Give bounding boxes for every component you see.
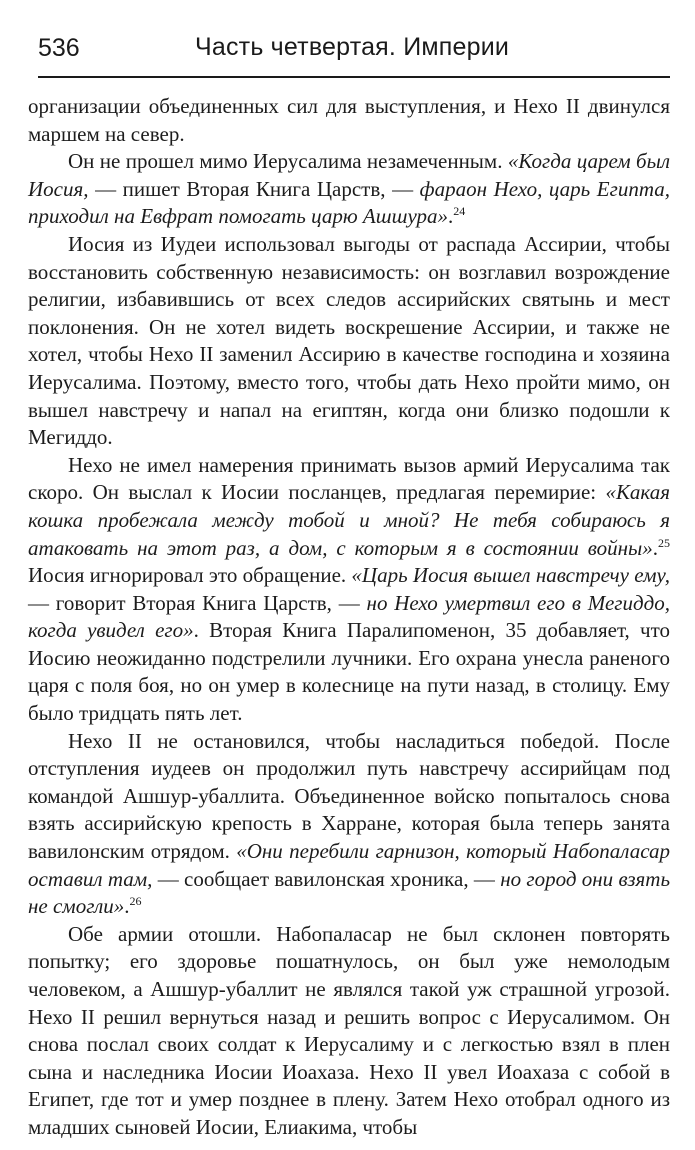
text-run: Он не прошел мимо Иерусалима незамеченным. xyxy=(68,149,508,174)
quotation: «Когда царем был Иосия, xyxy=(28,149,671,201)
quotation: «Какая кошка пробежала между тобой и мной? Не тебя собираюсь я атаковать на этот раз, а дом, с которым я в состоянии войны» xyxy=(28,480,670,560)
text-run: — сообщает вавилонская хроника, — xyxy=(152,866,501,891)
text-run: Обе армии отошли. Набопаласар не был склонен повторять попытку; его здоровье пошатнулось, он был уже немолодым человеком, а Ашшур-убаллит не являлся такой уж страшной угрозой. Нехо II решил вернуться назад и решить вопрос с Иерусалимом. Он снова послал своих солдат к Иерусалиму и с легкостью взял в плен сына и наследника Иосии Иоахаза. Нехо II увел Иоахаза с собой в Египет, где тот и умер позднее в плену. Затем Нехо отобрал одного из младших сыновей Иосии, Елиакима, чтобы xyxy=(28,921,670,1139)
footnote-ref: 25 xyxy=(658,535,670,550)
quotation: «Они перебили гарнизон, который Набопаласар оставил там, xyxy=(28,839,670,891)
text-run: — говорит Вторая Книга Царств, — xyxy=(28,590,367,615)
quotation: но город они взять не смогли» xyxy=(28,866,670,919)
page-header xyxy=(38,30,670,70)
running-title: Часть четвертая. Империи xyxy=(195,33,510,61)
text-run: . Вторая Книга Паралипоменон, 35 добавляет, что Иосию неожиданно подстрелили лучники. Его охрана унесла раненого царя с поля боя, но он умер в колеснице на пути назад, в столицу. Ему было тридцать пять лет. xyxy=(28,618,671,726)
text-run: Иосия игнорировал это обращение. xyxy=(28,563,352,588)
text-run: Нехо не имел намерения принимать вызов армий Иерусалима так скоро. Он выслал к Иосии посланцев, предлагая перемирие: xyxy=(28,452,670,505)
quotation: фараон Нехо, царь Египта, приходил на Евфрат помогать царю Ашшура» xyxy=(28,176,671,229)
text-run: . xyxy=(448,204,454,229)
text-run: Иосия из Иудеи использовал выгоды от распада Ассирии, чтобы восстановить собственную независимость: он возглавил возрождение религии, избавившись от всех следов ассирийских святынь и мест поклонения. Он не хотел видеть воскрешение Ассирии, и также не хотел, чтобы Нехо II заменил Ассирию в качестве господина и хозяина Иерусалима. Поэтому, вместо того, чтобы дать Нехо пройти мимо, он вышел навстречу и напал на египтян, когда они близко подошли к Мегиддо. xyxy=(28,231,670,450)
paragraph xyxy=(28,452,670,728)
page-number: 536 xyxy=(38,34,80,62)
quotation: «Царь Иосия вышел навстречу ему, xyxy=(351,563,670,588)
paragraph xyxy=(28,231,670,452)
text-run: . xyxy=(652,535,658,560)
body-text xyxy=(28,93,670,1142)
text-run: организации объединенных сил для выступления, и Нехо II двинулся маршем на север. xyxy=(28,94,670,146)
paragraph xyxy=(28,921,670,1142)
text-run: . xyxy=(124,894,130,919)
paragraph xyxy=(28,93,670,148)
text-run: Нехо II не остановился, чтобы насладиться победой. После отступления иудеев он продолжил путь навстречу ассирийцам под командой Ашшур-убаллита. Объединенное войско попыталось снова взять ассирийскую крепость в Харране, которая была теперь занята вавилонским отрядом. xyxy=(28,728,670,864)
header-rule xyxy=(38,76,670,78)
paragraph xyxy=(28,148,670,231)
footnote-ref: 24 xyxy=(453,204,466,219)
text-run: — пишет Вторая Книга Царств, — xyxy=(88,176,420,201)
footnote-ref: 26 xyxy=(129,894,142,909)
paragraph xyxy=(28,728,670,921)
quotation: но Нехо умертвил его в Мегиддо, когда увидел его» xyxy=(28,590,670,643)
